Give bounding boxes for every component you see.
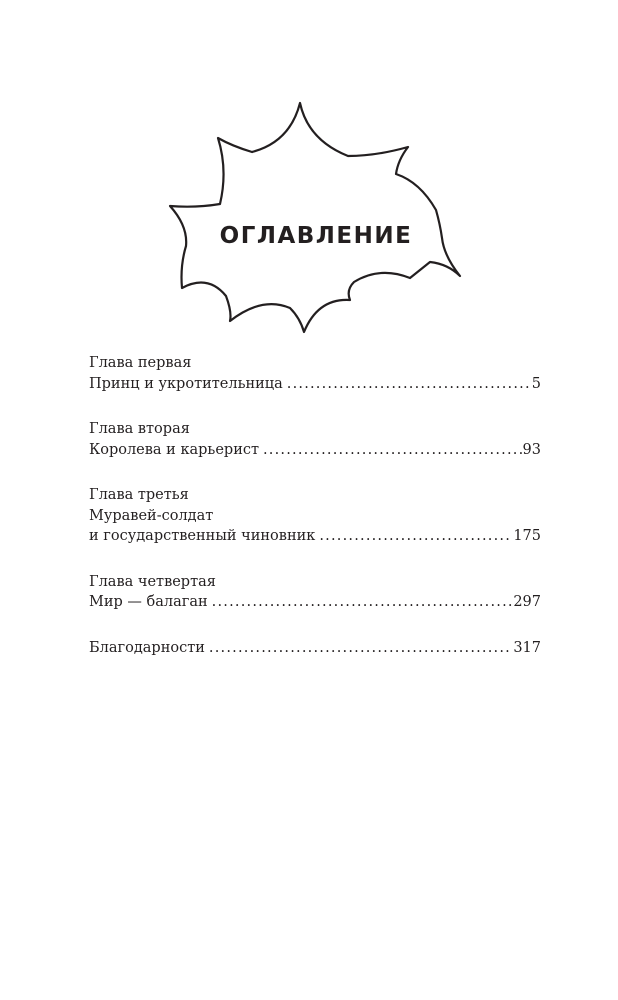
dot-leader: [287, 374, 531, 395]
toc-page-number: 93: [522, 441, 541, 458]
toc-row: [89, 374, 541, 395]
toc-page-number: 5: [531, 375, 541, 392]
toc-entry-1[interactable]: [89, 353, 541, 394]
toc-entry-4[interactable]: [89, 572, 541, 613]
dot-leader: [212, 592, 513, 613]
toc-chapter-label: Глава третья: [89, 487, 189, 503]
toc-chapter-title: Мир — балаган: [89, 594, 208, 610]
toc-chapter-title-line: Муравей-солдат: [89, 507, 214, 524]
toc-chapter-label: Глава вторая: [89, 421, 190, 437]
dot-leader: [209, 638, 512, 659]
toc-page-number: 175: [513, 528, 541, 544]
table-of-contents: [89, 353, 541, 683]
toc-page-number: 317: [513, 639, 541, 656]
page-title: ОГЛАВЛЕНИЕ: [219, 223, 413, 249]
toc-entry-5[interactable]: [89, 638, 541, 659]
toc-entry-3[interactable]: [89, 485, 541, 547]
toc-page-number: 297: [513, 594, 541, 610]
toc-chapter-title: Принц и укротительница: [89, 375, 283, 392]
dot-leader: [319, 526, 512, 547]
toc-row: [89, 638, 541, 659]
toc-row: [89, 526, 541, 547]
comic-burst-frame: [0, 0, 618, 340]
toc-chapter-title: Королева и карьерист: [89, 441, 259, 458]
toc-acknowledgements-title: Благодарности: [89, 639, 205, 656]
toc-chapter-title: и государственный чиновник: [89, 528, 316, 544]
dot-leader: [263, 440, 522, 461]
toc-row: [89, 440, 541, 461]
toc-chapter-label: Глава первая: [89, 355, 192, 371]
toc-row: [89, 592, 541, 613]
toc-entry-2[interactable]: [89, 419, 541, 460]
toc-chapter-label: Глава четвертая: [89, 573, 216, 590]
